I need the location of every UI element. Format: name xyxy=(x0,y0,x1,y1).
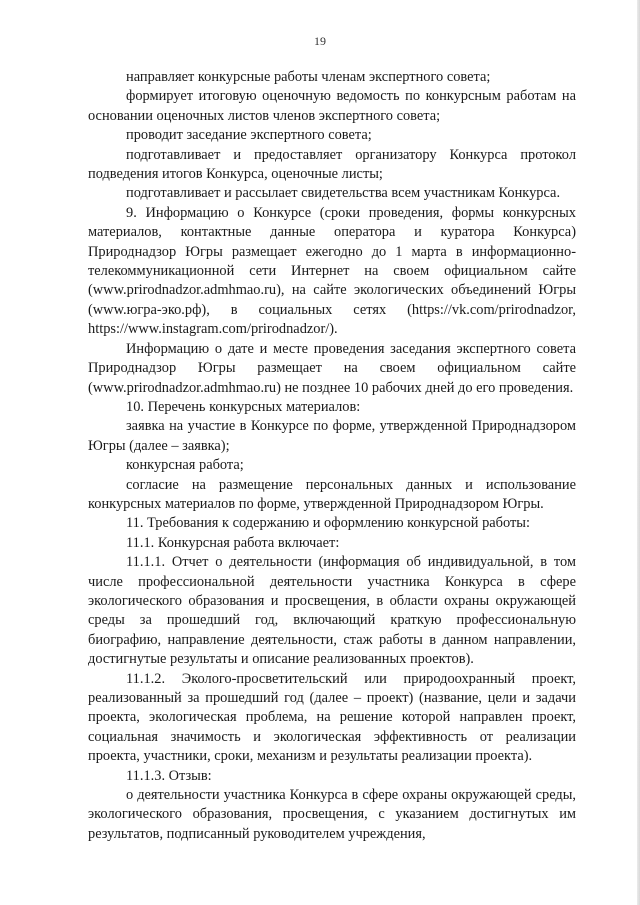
paragraph-item-11-1-2: 11.1.2. Эколого-просветительский или природоохранный проект, реализованный за прошедший год (далее – проект) (название, цели и задачи проекта, экологическая проблема, на решение которой направлен проект, социальная значимость и экологическая эффективность от реализации проекта, участники, сроки, механизм и результаты реализации проекта). xyxy=(88,670,576,765)
paragraph-item-11-1: 11.1. Конкурсная работа включает: xyxy=(126,534,340,551)
paragraph-item-11-1-3: 11.1.3. Отзыв: xyxy=(126,767,212,784)
paragraph: формирует итоговую оценочную ведомость по конкурсным работам на основании оценочных листов членов экспертного совета; xyxy=(88,88,576,124)
paragraph-item-9: 9. Информацию о Конкурсе (сроки проведения, формы конкурсных материалов, контактные данные оператора и куратора Конкурса) Природнадзор Югры размещает ежегодно до 1 марта в информационно-телекоммуникационной сети Интернет на своем официальном сайте (www.prirodnadzor.admhmao.ru), на сайте экологических объединений Югры (www.югра-эко.рф), в социальных сетях (https://vk.com/prirodnadzor, https://www.instagram.com/prirodnadzor/). xyxy=(88,204,576,338)
paragraph-item-11: 11. Требования к содержанию и оформлению конкурсной работы: xyxy=(126,515,530,532)
paragraph: согласие на размещение персональных данных и использование конкурсных материалов по форме, утвержденной Природнадзором Югры. xyxy=(88,476,576,512)
paragraph: проводит заседание экспертного совета; xyxy=(126,127,372,144)
paragraph: направляет конкурсные работы членам экспертного совета; xyxy=(126,69,491,85)
paragraph: Информацию о дате и месте проведения заседания экспертного совета Природнадзор Югры размещает на своем официальном сайте (www.prirodnadzor.admhmao.ru) не позднее 10 рабочих дней до его проведения. xyxy=(88,340,576,396)
page-number: 19 xyxy=(314,34,326,48)
paragraph: заявка на участие в Конкурсе по форме, утвержденной Природнадзором Югры (далее – заявка); xyxy=(88,418,576,454)
document-body xyxy=(88,68,576,844)
paragraph-item-10: 10. Перечень конкурсных материалов: xyxy=(126,398,361,415)
paragraph: подготавливает и предоставляет организатору Конкурса протокол подведения итогов Конкурса, оценочные листы; xyxy=(88,146,576,183)
paragraph: о деятельности участника Конкурса в сфере охраны окружающей среды, экологического образования, просвещения, с указанием достигнутых им результатов, подписанный руководителем учреждения, xyxy=(88,787,576,842)
paragraph: подготавливает и рассылает свидетельства всем участникам Конкурса. xyxy=(126,185,561,202)
paragraph: конкурсная работа; xyxy=(126,457,244,474)
paragraph-item-11-1-1: 11.1.1. Отчет о деятельности (информация об индивидуальной, в том числе профессиональной деятельности участника Конкурса в сфере экологического образования и просвещения, в области охраны окружающей среды за прошедший год, включающий краткую профессиональную биографию, направление деятельности, стаж работы в данном направлении, достигнутые результаты и описание реализованных проектов). xyxy=(88,554,576,668)
